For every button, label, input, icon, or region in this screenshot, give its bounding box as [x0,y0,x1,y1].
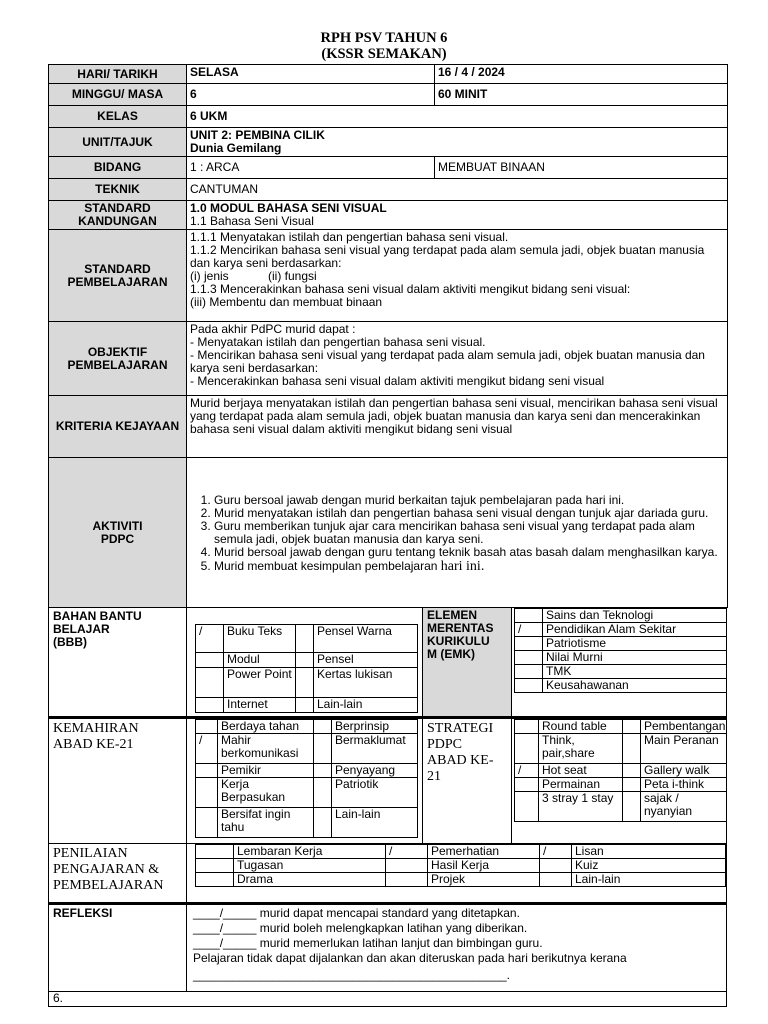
penilaian-table [195,844,726,887]
penilaian-label-3: PEMBELAJARAN [53,878,164,893]
strategi-label-4: 21 [427,769,441,784]
sp-l5: (iii) Membentu dan membuat binaan [190,295,383,309]
abad-label [49,719,187,843]
label-minggu: MINGGU/ MASA [49,84,187,106]
bbb-item: Lain-lain [314,698,418,713]
bbb-label [49,608,187,716]
penilaian-item: Pemerhatian [428,845,540,859]
emk-tick: / [515,623,543,637]
value-sp [187,230,728,322]
akt-label-2: PDPC [100,531,135,546]
refleksi-l2: ____/_____ murid boleh melengkapkan latihan yang diberikan. [193,921,528,935]
bbb-item: Modul [224,653,296,668]
emk-label-3: KURIKULU [427,634,490,648]
refleksi-l1: ____/_____ murid dapat mencapai standard yang ditetapkan. [193,906,520,920]
section-bbb-emk [48,608,727,717]
refleksi-label-text: REFLEKSI [53,906,113,920]
strategi-label-1: STRATEGI [427,721,494,736]
row-op [49,322,728,396]
op-l4: - Mencerakinkan bahasa seni visual dalam aktiviti mengikut bidang seni visual [190,374,605,388]
sp-l4: 1.1.3 Mencerakinkan bahasa seni visual dalam aktiviti mengikut bidang seni visual: [190,282,631,296]
strategi-item: Main Peranan [641,734,727,764]
penilaian-item: Hasil Kerja [428,859,540,873]
abad-item: Bermaklumat [332,734,418,764]
abad-item: Mahir berkomunikasi [218,734,314,764]
refleksi-body [193,906,723,983]
unit-tajuk: Dunia Gemilang [190,141,282,155]
refleksi-l5: _______________________________________________. [193,968,511,982]
emk-label-4: M (EMK) [427,647,475,661]
abad-item: Lain-lain [332,808,418,838]
bbb-item: Pensel [314,653,418,668]
penilaian-item: Projek [428,873,540,887]
sp-l2: 1.1.2 Mencirikan bahasa seni visual yang terdapat pada alam semula jadi, objek buatan manusia dan karya seni berdasarkan: [190,243,705,270]
footer-row [48,992,727,1007]
row-unit [49,128,728,157]
emk-label [422,608,512,716]
aktiviti-list [190,490,724,575]
abad-label-1: KEMAHIRAN [53,721,139,736]
op-l3: - Mencirikan bahasa seni visual yang terdapat pada alam semula jadi, objek buatan manusia dan karya seni berdasarkan: [190,348,705,375]
bbb-tick: / [196,625,224,653]
strategi-tick: / [515,764,539,778]
abad-item: Pemikir [218,764,314,778]
emk-item: Nilai Murni [543,651,727,665]
rph-sheet [48,64,727,1007]
penilaian-item: Kuiz [572,859,726,873]
bbb-label-2: BELAJAR [53,622,110,636]
refleksi-l4: Pelajaran tidak dapat dijalankan dan akan diteruskan pada hari berikutnya kerana [193,951,627,965]
footer-number: 6. [53,991,64,1005]
bbb-label-3: (BBB) [53,635,87,649]
label-op: OBJEKTIF PEMBELAJARAN [49,322,187,396]
value-unit [187,128,728,157]
sp-l3a: (i) jenis [190,269,229,283]
strategi-item: Pembentangan [641,720,727,734]
aktiviti-item: 4. Murid bersoal jawab dengan guru tentang teknik basah atas basah dalam menghasilkan karya. [214,546,724,559]
sk-line-2: 1.1 Bahasa Seni Visual [190,214,314,228]
strategi-table [514,719,727,822]
section-refleksi [48,903,727,992]
penilaian-item: Drama [234,873,386,887]
strategi-item: Round table [539,720,623,734]
emk-item: Patriotisme [543,637,727,651]
abad-label-2: ABAD KE-21 [53,737,134,752]
strategi-label-3: ABAD KE- [427,753,494,768]
abad-tick: / [196,734,218,764]
strategi-item: Think, pair,share [539,734,623,764]
emk-item: Sains dan Teknologi [543,609,727,623]
strategi-label-2: PDPC [427,737,463,752]
label-aktiviti [49,458,187,608]
label-unit: UNIT/TAJUK [49,128,187,157]
aktiviti-item: 1. Guru bersoal jawab dengan murid berkaitan tajuk pembelajaran pada hari ini. [214,494,724,507]
abad-item: Penyayang [332,764,418,778]
strategi-item: Hot seat [539,764,623,778]
title-line-1: RPH PSV TAHUN 6 [320,30,448,46]
value-op [187,322,728,396]
rph-table [48,64,728,608]
aktiviti-item: 2. Murid menyatakan istilah dan pengertian bahasa seni visual dengan tunjuk ajar dariada guru. [214,507,724,520]
refleksi-label [49,905,187,991]
emk-item: TMK [543,665,727,679]
title-line-2: (KSSR SEMAKAN) [321,46,447,62]
label-kelas: KELAS [49,106,187,128]
penilaian-label-1: PENILAIAN [53,846,128,861]
row-kk [49,396,728,458]
value-kelas: 6 UKM [187,106,728,128]
bbb-label-1: BAHAN BANTU [53,609,142,623]
refleksi-l3: ____/_____ murid memerlukan latihan lanjut dan bimbingan guru. [193,936,543,950]
strategi-item: sajak / nyanyian [641,792,727,822]
row-teknik [49,179,728,201]
row-minggu [49,84,728,106]
op-l2: - Menyatakan istilah dan pengertian bahasa seni visual. [190,335,486,349]
value-sk [187,201,728,230]
value-bidang-2: MEMBUAT BINAAN [435,157,728,179]
aktiviti-5a: Murid membuat kesimpulan pembelajaran [214,559,441,573]
value-masa: 60 MINIT [435,84,728,106]
penilaian-label-2: PENGAJARAN & [53,862,160,877]
bbb-item: Pensel Warna [314,625,418,653]
label-sk: STANDARD KANDUNGAN [49,201,187,230]
section-abad [48,717,727,844]
aktiviti-5b: hari ini. [440,559,485,574]
strategi-label [422,719,512,843]
abad-item: Bersifat ingin tahu [218,808,314,838]
label-teknik: TEKNIK [49,179,187,201]
sk-line-1: 1.0 MODUL BAHASA SENI VISUAL [190,201,387,215]
row-bidang [49,157,728,179]
value-teknik: CANTUMAN [187,179,728,201]
document-title [0,0,768,62]
op-l1: Pada akhir PdPC murid dapat : [190,322,356,336]
emk-table [514,608,727,693]
aktiviti-item: 3. Guru memberikan tunjuk ajar cara mencirikan bahasa seni visual yang terdapat pada alam semula jadi, objek buatan manusia dan karya seni. [214,520,724,546]
label-kk: KRITERIA KEJAYAAN [49,396,187,458]
label-bidang: BIDANG [49,157,187,179]
abad-item: Berprinsip [332,720,418,734]
strategi-item: Peta i-think [641,778,727,792]
emk-label-1: ELEMEN [427,608,478,622]
bbb-table [195,624,418,713]
penilaian-item: Lain-lain [572,873,726,887]
value-kk: Murid berjaya menyatakan istilah dan pengertian bahasa seni visual, mencirikan bahasa seni visual yang terdapat pada alam semula jadi, objek buatan manusia dan karya seni dan mencerakinkan bahasa seni visual dalam aktiviti mengikut bidang seni visual [187,396,728,458]
penilaian-item: Lisan [572,845,726,859]
value-minggu: 6 [187,84,435,106]
penilaian-tick: / [540,845,572,859]
penilaian-tick: / [386,845,428,859]
row-sk [49,201,728,230]
value-tarikh: 16 / 4 / 2024 [435,65,728,84]
penilaian-item: Lembaran Kerja [234,845,386,859]
value-hari: SELASA [187,65,435,84]
penilaian-label [49,844,187,902]
value-bidang: 1 : ARCA [187,157,435,179]
label-sp [49,230,187,322]
row-kelas [49,106,728,128]
penilaian-item: Tugasan [234,859,386,873]
sp-l1: 1.1.1 Menyatakan istilah dan pengertian bahasa seni visual. [190,230,509,244]
aktiviti-item [214,559,724,575]
strategi-item: Gallery walk [641,764,727,778]
bbb-item: Power Point [224,668,296,698]
strategi-item: 3 stray 1 stay [539,792,623,822]
bbb-item: Internet [224,698,296,713]
bbb-item: Kertas lukisan [314,668,418,698]
row-aktiviti [49,458,728,608]
akt-label-1: AKTIVITI [92,518,143,533]
sp-label-1: STANDARD [84,261,151,276]
abad-item: Berdaya tahan [218,720,314,734]
abad-table [195,719,418,838]
abad-item: Kerja Berpasukan [218,778,314,808]
sp-label-2: PEMBELAJARAN [67,274,168,289]
value-aktiviti [187,458,728,608]
row-sp [49,230,728,322]
section-penilaian [48,844,727,903]
sp-l3b: (ii) fungsi [268,269,317,283]
emk-label-2: MERENTAS [427,621,494,635]
label-hari: HARI/ TARIKH [49,65,187,84]
emk-item: Pendidikan Alam Sekitar [543,623,727,637]
emk-item: Keusahawanan [543,679,727,693]
strategi-item: Permainan [539,778,623,792]
row-hari [49,65,728,84]
abad-item: Patriotik [332,778,418,808]
bbb-item: Buku Teks [224,625,296,653]
unit-name: UNIT 2: PEMBINA CILIK [190,128,325,142]
